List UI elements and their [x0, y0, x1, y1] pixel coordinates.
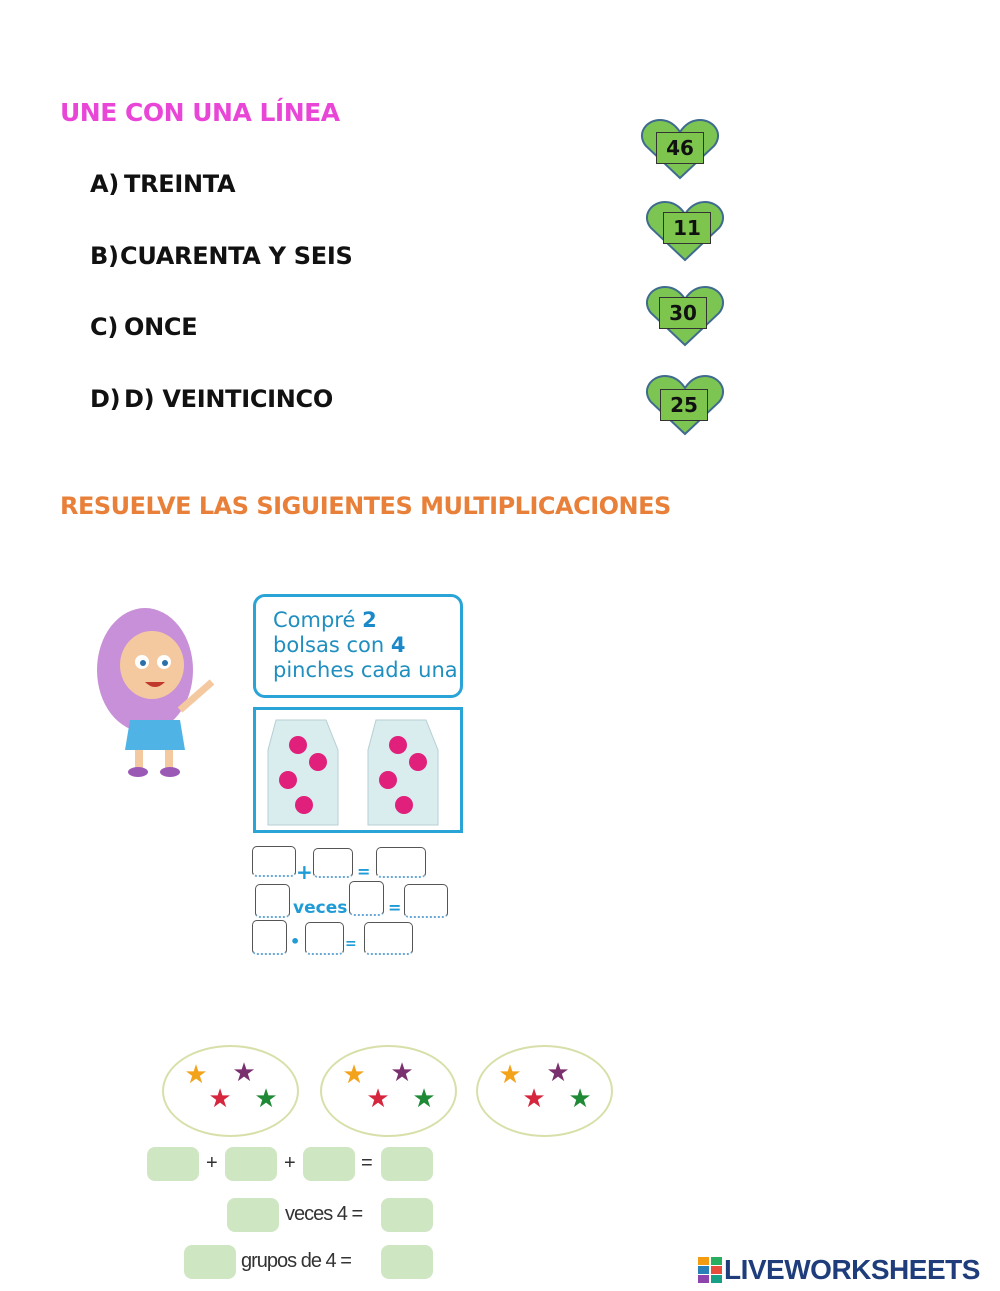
speech-bubble-text [273, 608, 458, 683]
answer-box[interactable] [305, 922, 344, 955]
answer-box[interactable] [225, 1147, 277, 1181]
plus-sign: + [296, 860, 313, 884]
answer-box[interactable] [376, 847, 426, 878]
equals-sign: = [388, 898, 402, 917]
svg-text:★: ★ [568, 1083, 592, 1113]
logo-text: LIVEWORKSHEETS [724, 1254, 980, 1285]
item-letter: A) [90, 170, 119, 198]
bubble-text: Compré [273, 608, 363, 632]
bubble-number: 2 [362, 608, 377, 632]
answer-box[interactable] [404, 884, 448, 918]
svg-text:★: ★ [522, 1083, 546, 1113]
item-text: ONCE [124, 313, 198, 341]
svg-text:★: ★ [366, 1083, 390, 1113]
answer-box[interactable] [147, 1147, 199, 1181]
answer-box[interactable] [303, 1147, 355, 1181]
match-item-d [90, 385, 333, 413]
item-letter: B) [90, 242, 119, 270]
heart-number: 25 [660, 389, 708, 421]
heart-46[interactable] [640, 118, 720, 185]
section1-title: UNE CON UNA LÍNEA [60, 98, 340, 127]
bags-illustration [253, 707, 463, 833]
svg-text:★: ★ [208, 1083, 232, 1113]
answer-box[interactable] [255, 884, 290, 918]
heart-number: 30 [659, 297, 707, 329]
plus-sign: + [284, 1152, 295, 1174]
item-text: TREINTA [124, 170, 236, 198]
heart-11[interactable] [645, 200, 725, 267]
heart-number: 11 [663, 212, 711, 244]
answer-box[interactable] [252, 846, 296, 877]
answer-box[interactable] [381, 1245, 433, 1279]
svg-text:★: ★ [254, 1083, 278, 1113]
match-item-a [90, 170, 235, 198]
bubble-number: 4 [390, 633, 406, 657]
heart-number: 46 [656, 132, 704, 164]
section2-title: RESUELVE LAS SIGUIENTES MULTIPLICACIONES [60, 492, 671, 520]
bubble-text: pinches cada una [273, 658, 458, 682]
svg-text:★: ★ [546, 1057, 570, 1087]
grupos-label: grupos de 4 = [241, 1250, 351, 1272]
answer-box[interactable] [313, 848, 353, 878]
liveworksheets-logo [698, 1254, 980, 1286]
veces-label: veces [293, 898, 348, 918]
match-item-b [90, 242, 352, 270]
logo-blocks-icon [698, 1257, 722, 1283]
item-letter: C) [90, 313, 118, 341]
svg-text:★: ★ [232, 1057, 256, 1087]
answer-box[interactable] [349, 881, 384, 916]
svg-text:★: ★ [412, 1083, 436, 1113]
equals-sign: = [361, 1152, 372, 1174]
equals-sign: = [345, 936, 357, 952]
item-letter: D) [90, 385, 121, 413]
item-text: CUARENTA Y SEIS [120, 242, 353, 270]
heart-25[interactable] [645, 374, 725, 441]
bubble-text: bolsas con [273, 633, 391, 657]
answer-box[interactable] [364, 922, 413, 955]
svg-text:★: ★ [498, 1059, 522, 1089]
equals-sign: = [357, 862, 371, 881]
plus-sign: + [206, 1152, 217, 1174]
match-item-c [90, 313, 197, 341]
answer-box[interactable] [381, 1147, 433, 1181]
stars-icon [160, 1045, 620, 1137]
veces-label: veces 4 = [285, 1203, 363, 1225]
heart-30[interactable] [645, 285, 725, 352]
answer-box[interactable] [184, 1245, 236, 1279]
svg-text:★: ★ [342, 1059, 366, 1089]
bags-with-pins-icon [256, 710, 460, 830]
dot-sign: • [290, 932, 301, 951]
answer-box[interactable] [381, 1198, 433, 1232]
svg-text:★: ★ [184, 1059, 208, 1089]
item-text: D) VEINTICINCO [124, 385, 333, 413]
svg-text:★: ★ [390, 1057, 414, 1087]
girl-illustration [90, 600, 230, 785]
answer-box[interactable] [252, 920, 287, 955]
answer-box[interactable] [227, 1198, 279, 1232]
